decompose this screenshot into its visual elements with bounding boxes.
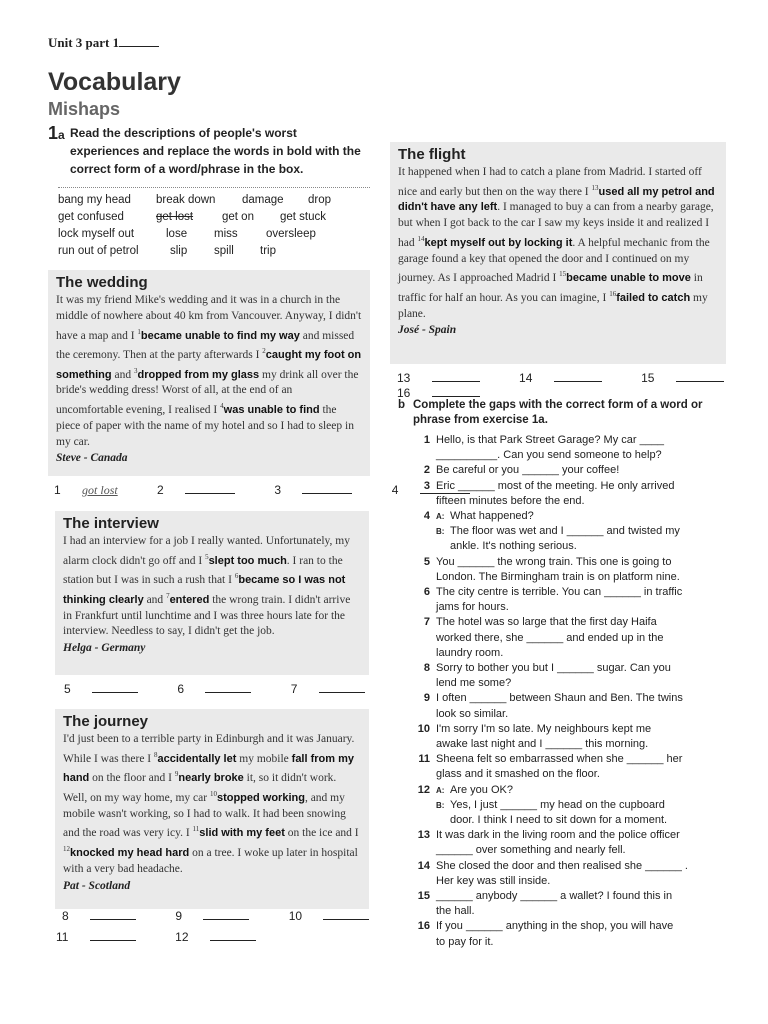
question-item	[412, 859, 742, 890]
question-item	[412, 615, 742, 661]
question-line: London. The Birmingham train is on platform nine.	[436, 570, 680, 583]
question-line: It was dark in the living room and the police officer	[436, 829, 680, 842]
question-text	[436, 585, 742, 616]
word-row: get confused get lost get on get stuck	[58, 209, 370, 226]
question-number: 1	[423, 434, 430, 446]
question-number: 15	[417, 890, 430, 902]
question-number: 11	[418, 753, 430, 766]
story-title: The interview	[63, 515, 159, 532]
answers-journey-2: 11 12	[56, 929, 292, 944]
question-number: 9	[423, 692, 430, 705]
question-line: fifteen minutes before the end.	[436, 494, 585, 507]
question-item	[412, 433, 742, 464]
question-line: ______ over something and nearly fell.	[436, 844, 626, 857]
question-text	[436, 661, 742, 692]
question-text	[436, 463, 742, 478]
question-line: __________. Can you send someone to help?	[436, 449, 662, 462]
section-title: Vocabulary	[48, 68, 181, 96]
speaker-label: B:	[436, 527, 445, 537]
speaker-label: B:	[436, 800, 445, 810]
question-line: Her key was still inside.	[436, 874, 551, 887]
example-answer: got lost	[82, 483, 118, 497]
question-number: 8	[423, 662, 430, 674]
story-flight	[390, 142, 726, 364]
story-title: The wedding	[56, 274, 148, 291]
question-text	[436, 752, 742, 783]
answers-journey-1: 8 9 10	[62, 908, 405, 923]
question-line: awake last night and I ______ this morning.	[436, 738, 649, 751]
question-item	[412, 889, 742, 920]
story-signature: Helga - Germany	[63, 642, 146, 655]
question-line: look so similar.	[436, 707, 509, 720]
question-number: 12	[417, 783, 430, 796]
question-line: door. I think I need to sit down for a moment.	[450, 814, 668, 827]
question-line: The hotel was so large that the first day Haifa	[436, 616, 657, 629]
question-item	[412, 661, 742, 692]
question-item	[412, 555, 742, 586]
question-number: 2	[423, 464, 430, 477]
story-text: It happened when I had to catch a plane from Madrid. I started off nice and early but then on the way there I $^{13}$used all my petrol and didn't have any left. I managed to buy a can from a nearby garage, but when I got back to the car I saw my keys inside it and realized I had $^{14}$kept myself out by locking it. A helpful mechanic from the garage found a key that opened the door and I continued on my journey. As I approached Madrid I $^{15}$became unable to move in traffic for half an hour. As you can imagine, I $^{16}$failed to catch my plane.	[398, 166, 715, 320]
question-line: I often ______ between Shaun and Ben. The twins	[436, 692, 683, 705]
question-text	[436, 828, 742, 859]
question-item	[412, 798, 742, 829]
question-line: Sorry to bother you but I ______ sugar. Can you	[436, 662, 671, 674]
speaker-label: A:	[436, 512, 445, 521]
question-text	[436, 783, 742, 798]
crossed-word: get lost	[156, 211, 194, 223]
question-number: 4	[423, 510, 430, 522]
question-number: 6	[423, 586, 430, 598]
question-line: jams for hours.	[436, 601, 509, 614]
unit-label: Unit 3 part 1	[48, 35, 159, 51]
question-text	[436, 691, 742, 722]
question-number: 16	[417, 920, 430, 933]
question-text	[436, 889, 742, 920]
question-line: Sheena felt so embarrassed when she ______ her	[436, 753, 683, 766]
question-item	[412, 783, 742, 798]
question-text	[436, 722, 742, 753]
question-number: 13	[417, 829, 430, 842]
question-item	[412, 585, 742, 616]
word-row: run out of petrol slip spill trip	[58, 245, 276, 257]
question-text	[436, 859, 742, 890]
question-item	[412, 463, 742, 478]
question-line: to pay for it.	[436, 935, 494, 948]
question-item	[412, 479, 742, 510]
story-journey	[55, 709, 369, 909]
word-row: bang my head break down damage drop	[58, 194, 332, 206]
question-number: 3	[423, 479, 430, 492]
answers-flight: 13 14 15 16	[397, 370, 768, 400]
question-line: Hello, is that Park Street Garage? My car ____	[436, 434, 665, 446]
question-line: Eric ______ most of the meeting. He only arrived	[436, 479, 675, 492]
question-line: A: What happened?	[436, 509, 742, 524]
question-item	[412, 752, 742, 783]
question-item	[412, 919, 742, 950]
story-title: The journey	[63, 713, 149, 730]
section-subtitle: Mishaps	[48, 99, 121, 119]
story-interview	[55, 511, 369, 675]
question-line: glass and it smashed on the floor.	[436, 768, 600, 781]
question-line: B: Yes, I just ______ my head on the cupboard	[436, 798, 742, 813]
word-box	[58, 187, 370, 267]
question-text	[436, 479, 742, 510]
question-item	[412, 524, 742, 555]
story-signature: Steve - Canada	[56, 452, 128, 465]
question-text	[436, 433, 742, 464]
story-text: It was my friend Mike's wedding and it was in a church in the middle of nowhere about 40 km from Vancouver. Anyway, I didn't have a map and I $^1$became unable to find my way and missed the ceremony. Then at the party afterwards I $^2$caught my foot on something and $^3$dropped from my glass my drink all over the bride's wedding dress! Worst of all, at the end of an uncomfortable evening, I realised I $^4$was unable to find the piece of paper with the name of my hotel and so I had to sleep in my car.	[56, 294, 362, 448]
question-line: You ______ the wrong train. This one is going to	[436, 555, 672, 568]
question-line: A: Are you OK?	[436, 783, 742, 798]
answers-wedding: 1 got lost 2 3 4	[54, 482, 506, 498]
question-line: Be careful or you ______ your coffee!	[436, 464, 620, 477]
question-line: She closed the door and then realised she ______ .	[436, 859, 688, 872]
question-number: 14	[417, 859, 430, 872]
question-item	[412, 691, 742, 722]
question-line: worked there, she ______ and ended up in the	[436, 631, 664, 644]
question-number: 5	[423, 555, 430, 568]
question-line: If you ______ anything in the shop, you will have	[436, 920, 674, 933]
question-text	[436, 615, 742, 661]
question-line: ankle. It's nothing serious.	[450, 540, 577, 553]
question-text	[436, 919, 742, 950]
speaker-label: A:	[436, 785, 445, 795]
question-line: the hall.	[436, 905, 475, 918]
question-text	[436, 509, 742, 524]
question-item	[412, 828, 742, 859]
question-text	[436, 524, 742, 555]
question-line: laundry room.	[436, 646, 504, 659]
question-line: B: The floor was wet and I ______ and twisted my	[436, 524, 742, 539]
question-text	[436, 555, 742, 586]
story-title: The flight	[398, 146, 466, 163]
question-item	[412, 722, 742, 753]
word-row: lock myself out lose miss oversleep	[58, 228, 316, 240]
question-text	[436, 798, 742, 829]
story-text: I'd just been to a terrible party in Edinburgh and it was January. While I was there I $^8$accidentally let my mobile fall from my hand on the floor and I $^9$nearly broke it, so it didn't work. Well, on my way home, my car $^{10}$stopped working, and my mobile wasn't working, so I had to walk. It had been snowing and the road was very icy. I $^{11}$slid with my feet on the ice and I $^{12}$knocked my head hard on a tree. I woke up later in hospital with a very bad headache.	[63, 733, 359, 875]
question-item	[412, 509, 742, 524]
question-number: 10	[417, 722, 430, 735]
question-number: 7	[423, 616, 430, 629]
story-wedding	[48, 270, 370, 476]
story-text: I had an interview for a job I really wanted. Unfortunately, my alarm clock didn't go off and I $^5$slept too much. I ran to the station but I was in such a rush that I $^6$became so I was not thinking clearly and $^7$entered the wrong train. I didn't arrive in Frankfurt until lunchtime and I was three hours late for the interview. Needless to say, I didn't get the job.	[63, 535, 351, 638]
story-signature: Pat - Scotland	[63, 879, 131, 892]
story-signature: José - Spain	[398, 324, 457, 337]
exercise-1b-instruction: b Complete the gaps with the correct form of a word or phrase from exercise 1a.	[398, 399, 703, 426]
exercise-1a-instruction: 1a Read the descriptions of people's worst experiences and replace the words in bold with the correct form of a word/phrase in the box.	[48, 123, 361, 176]
question-line: lend me some?	[436, 677, 512, 690]
question-line: ______ anybody ______ a wallet? I found this in	[436, 890, 673, 902]
answers-interview: 5 6 7	[64, 681, 401, 696]
question-line: I'm sorry I'm so late. My neighbours kept me	[436, 722, 652, 735]
question-line: The city centre is terrible. You can ______ in traffic	[436, 586, 683, 598]
